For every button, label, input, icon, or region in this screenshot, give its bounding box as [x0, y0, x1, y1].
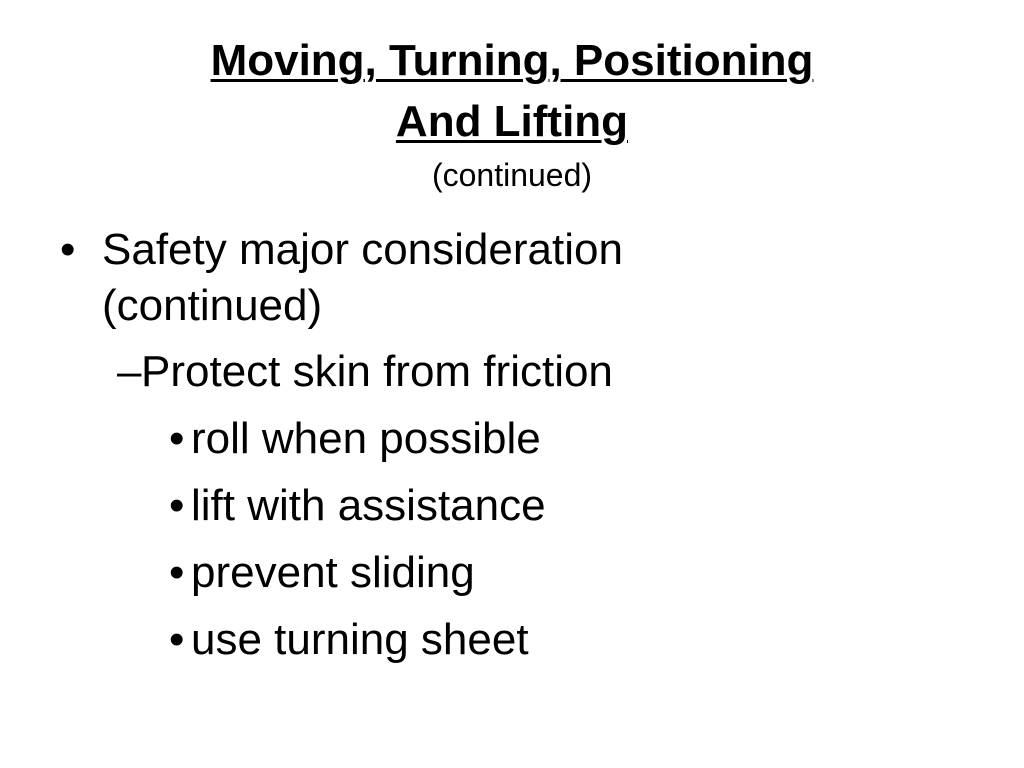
bullet-level3-item-3 — [60, 545, 990, 601]
bullet-marker: • — [169, 481, 185, 530]
bullet-level2-text: Protect skin from friction — [141, 347, 613, 396]
bullet-level3-item-2 — [60, 478, 990, 534]
bullet-marker: • — [169, 548, 185, 597]
bullet-level1-text-line2: (continued) — [102, 281, 323, 330]
title-line-1: Moving, Turning, Positioning — [210, 36, 814, 85]
bullet-level1 — [60, 222, 990, 334]
title-subtitle: (continued) — [431, 157, 593, 193]
bullet-level2 — [60, 344, 990, 400]
bullet-marker: • — [169, 414, 185, 463]
bullet-level3-item-4 — [60, 612, 990, 668]
bullet-marker: • — [60, 225, 76, 274]
bullet-level3-text: roll when possible — [191, 414, 541, 463]
bullet-level3-text: use turning sheet — [191, 615, 529, 664]
bullet-level3-item-1 — [60, 411, 990, 467]
slide-title — [0, 30, 1024, 197]
bullet-list — [60, 222, 990, 668]
bullet-level3-text: prevent sliding — [191, 548, 475, 597]
bullet-level1-text-line1: Safety major consideration — [102, 225, 623, 274]
dash-marker: – — [117, 347, 142, 396]
title-line-2: And Lifting — [395, 97, 629, 146]
bullet-marker: • — [169, 615, 185, 664]
bullet-level3-text: lift with assistance — [191, 481, 546, 530]
